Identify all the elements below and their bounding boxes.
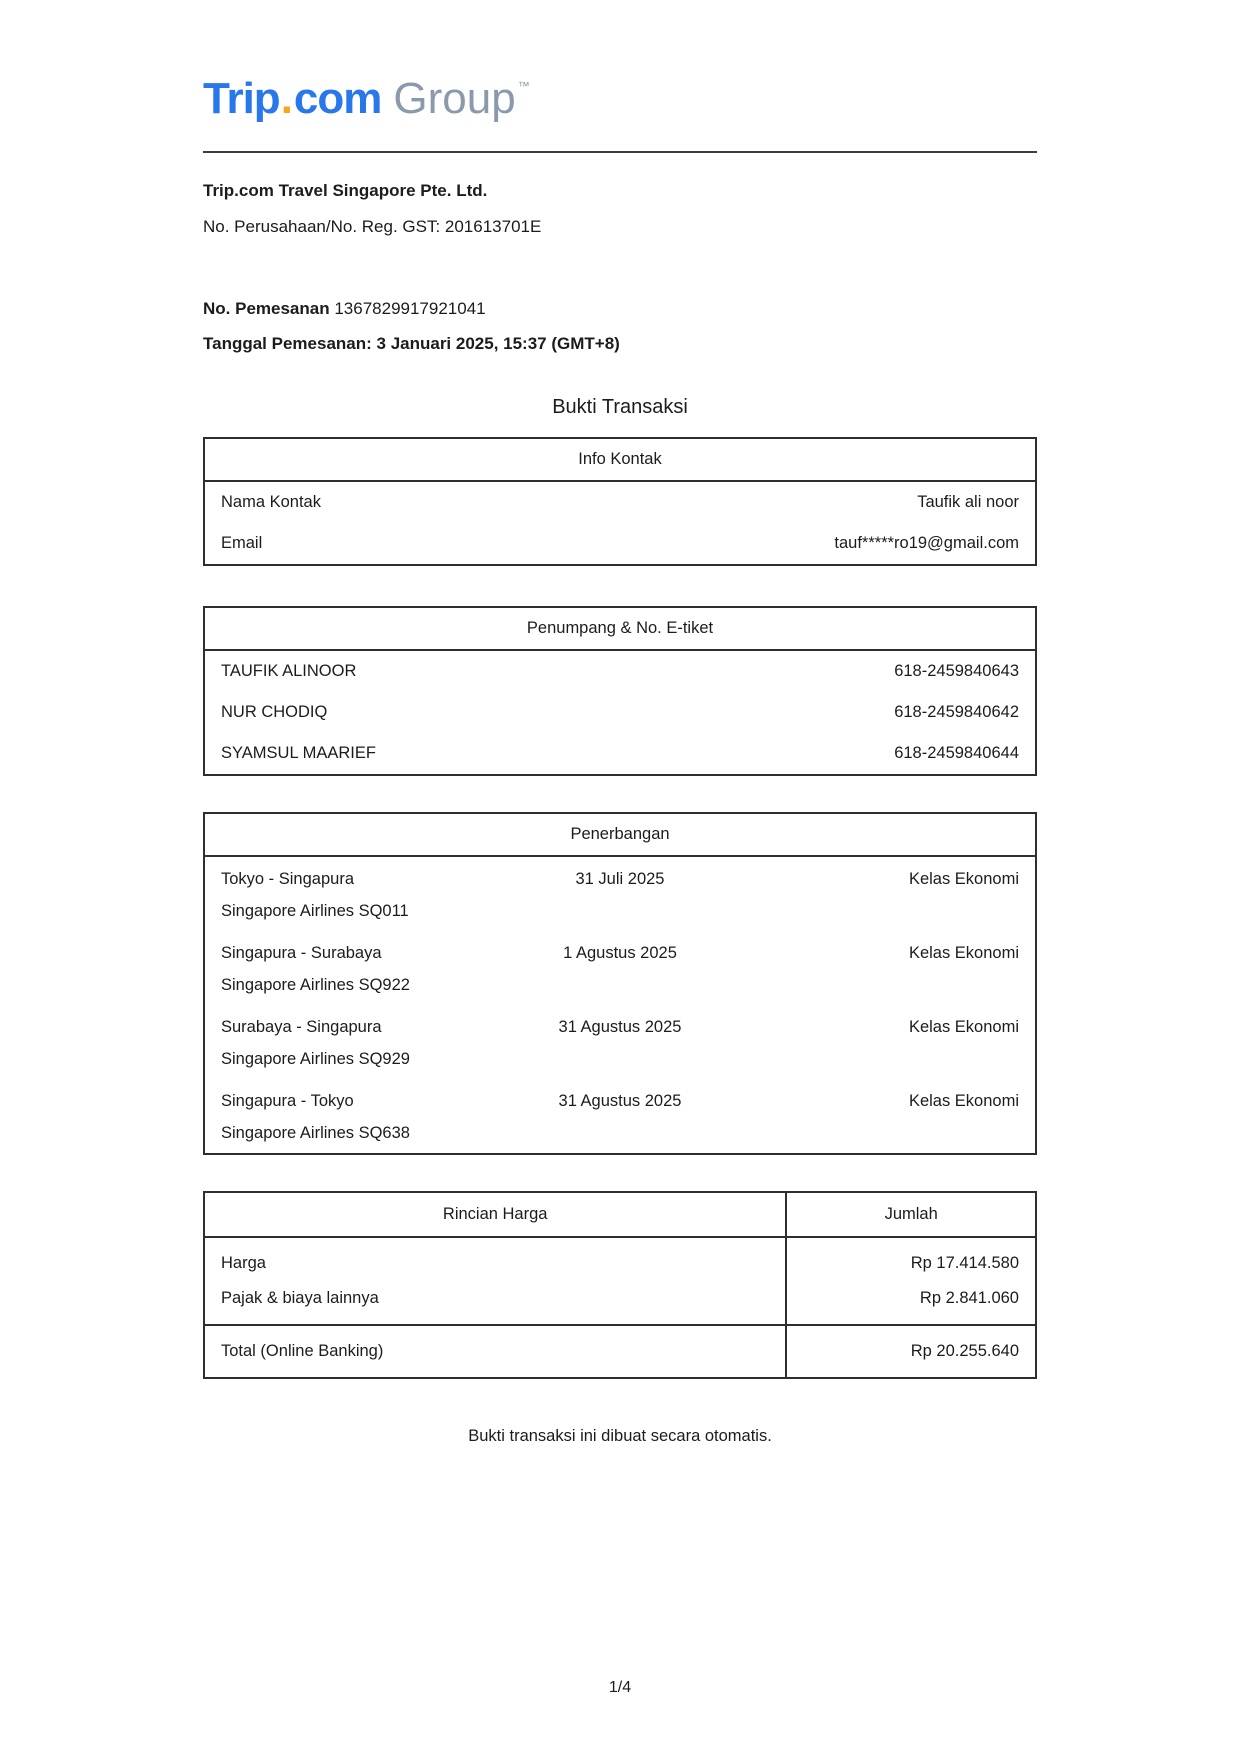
flight-cabin-class: Kelas Ekonomi (908, 1017, 1019, 1036)
passenger-name: TAUFIK ALINOOR (221, 661, 357, 680)
flights-table-header: Penerbangan (204, 813, 1036, 856)
price-amount: Rp 2.841.060 (919, 1288, 1019, 1307)
price-label: Harga (221, 1253, 266, 1272)
total-row (204, 1325, 1036, 1378)
flight-cabin-class: Kelas Ekonomi (908, 1091, 1019, 1110)
price-amounts-cell (786, 1237, 1036, 1325)
flight-route: Singapura - Surabaya (221, 943, 382, 962)
logo-trip-text: Trip (203, 74, 280, 123)
table-row (204, 523, 1036, 565)
document-title: Bukti Transaksi (552, 395, 688, 418)
price-details-header: Rincian Harga (204, 1192, 786, 1237)
price-details-table (203, 1191, 1037, 1379)
flights-table (203, 812, 1037, 1155)
table-row (204, 692, 1036, 733)
contact-info-table (203, 437, 1037, 566)
total-amount: Rp 20.255.640 (786, 1325, 1036, 1378)
flight-cabin-class: Kelas Ekonomi (908, 869, 1019, 888)
flight-date: 31 Agustus 2025 (558, 1017, 682, 1036)
table-header-row (204, 607, 1036, 650)
flight-route: Tokyo - Singapura (221, 869, 354, 888)
table-row (204, 1005, 1036, 1079)
flight-airline: Singapore Airlines SQ922 (221, 975, 410, 994)
contact-label: Email (221, 533, 263, 552)
page-number: 1/4 (608, 1679, 632, 1696)
table-header-row (204, 1192, 1036, 1237)
flight-route-cell (204, 1005, 481, 1079)
flight-cabin-class: Kelas Ekonomi (908, 943, 1019, 962)
logo-com-text: com (293, 74, 382, 123)
flight-route-cell (204, 931, 481, 1005)
table-header-row (204, 438, 1036, 481)
table-row (204, 1079, 1036, 1154)
booking-number-value: 1367829917921041 (334, 298, 486, 318)
total-label: Total (Online Banking) (204, 1325, 786, 1378)
flight-date: 31 Juli 2025 (575, 869, 665, 888)
price-amount: Rp 17.414.580 (910, 1253, 1019, 1272)
tripcom-group-logo (203, 74, 1037, 125)
contact-value: Taufik ali noor (917, 492, 1019, 511)
eticket-number: 618-2459840643 (894, 661, 1019, 680)
trademark-symbol: ™ (517, 79, 530, 93)
flight-route: Singapura - Tokyo (221, 1091, 354, 1110)
price-labels-cell (204, 1237, 786, 1325)
header-divider (203, 151, 1037, 153)
eticket-number: 618-2459840642 (894, 702, 1019, 721)
contact-value: tauf*****ro19@gmail.com (834, 533, 1019, 552)
contact-table-header: Info Kontak (204, 438, 1036, 481)
price-label: Pajak & biaya lainnya (221, 1288, 379, 1307)
contact-label: Nama Kontak (221, 492, 321, 511)
table-row (204, 856, 1036, 931)
passenger-name: NUR CHODIQ (221, 702, 328, 721)
flight-route: Surabaya - Singapura (221, 1017, 382, 1036)
company-name: Trip.com Travel Singapore Pte. Ltd. (203, 180, 488, 200)
passengers-table (203, 606, 1037, 776)
flight-date: 31 Agustus 2025 (558, 1091, 682, 1110)
booking-number-line (203, 299, 1037, 319)
table-row (204, 733, 1036, 775)
logo-dot-icon: . (280, 74, 293, 123)
table-row (204, 481, 1036, 523)
logo-group-text: Group (393, 74, 516, 123)
flight-airline: Singapore Airlines SQ638 (221, 1123, 410, 1142)
table-row (204, 931, 1036, 1005)
table-row (204, 650, 1036, 692)
page-content (203, 74, 1037, 1446)
flight-date: 1 Agustus 2025 (563, 943, 677, 962)
passenger-name: SYAMSUL MAARIEF (221, 743, 376, 762)
eticket-number: 618-2459840644 (894, 743, 1019, 762)
amount-header: Jumlah (786, 1192, 1036, 1237)
table-row (204, 1237, 1036, 1325)
flight-airline: Singapore Airlines SQ011 (221, 901, 409, 920)
flight-route-cell (204, 856, 481, 931)
table-header-row (204, 813, 1036, 856)
booking-number-label: No. Pemesanan (203, 298, 330, 318)
booking-date-line: Tanggal Pemesanan: 3 Januari 2025, 15:37 (GMT+8) (203, 333, 620, 353)
flight-route-cell (204, 1079, 481, 1154)
auto-generated-note: Bukti transaksi ini dibuat secara otomatis. (468, 1426, 772, 1445)
flight-airline: Singapore Airlines SQ929 (221, 1049, 410, 1068)
company-registration: No. Perusahaan/No. Reg. GST: 201613701E (203, 216, 542, 236)
passengers-table-header: Penumpang & No. E-tiket (204, 607, 1036, 650)
